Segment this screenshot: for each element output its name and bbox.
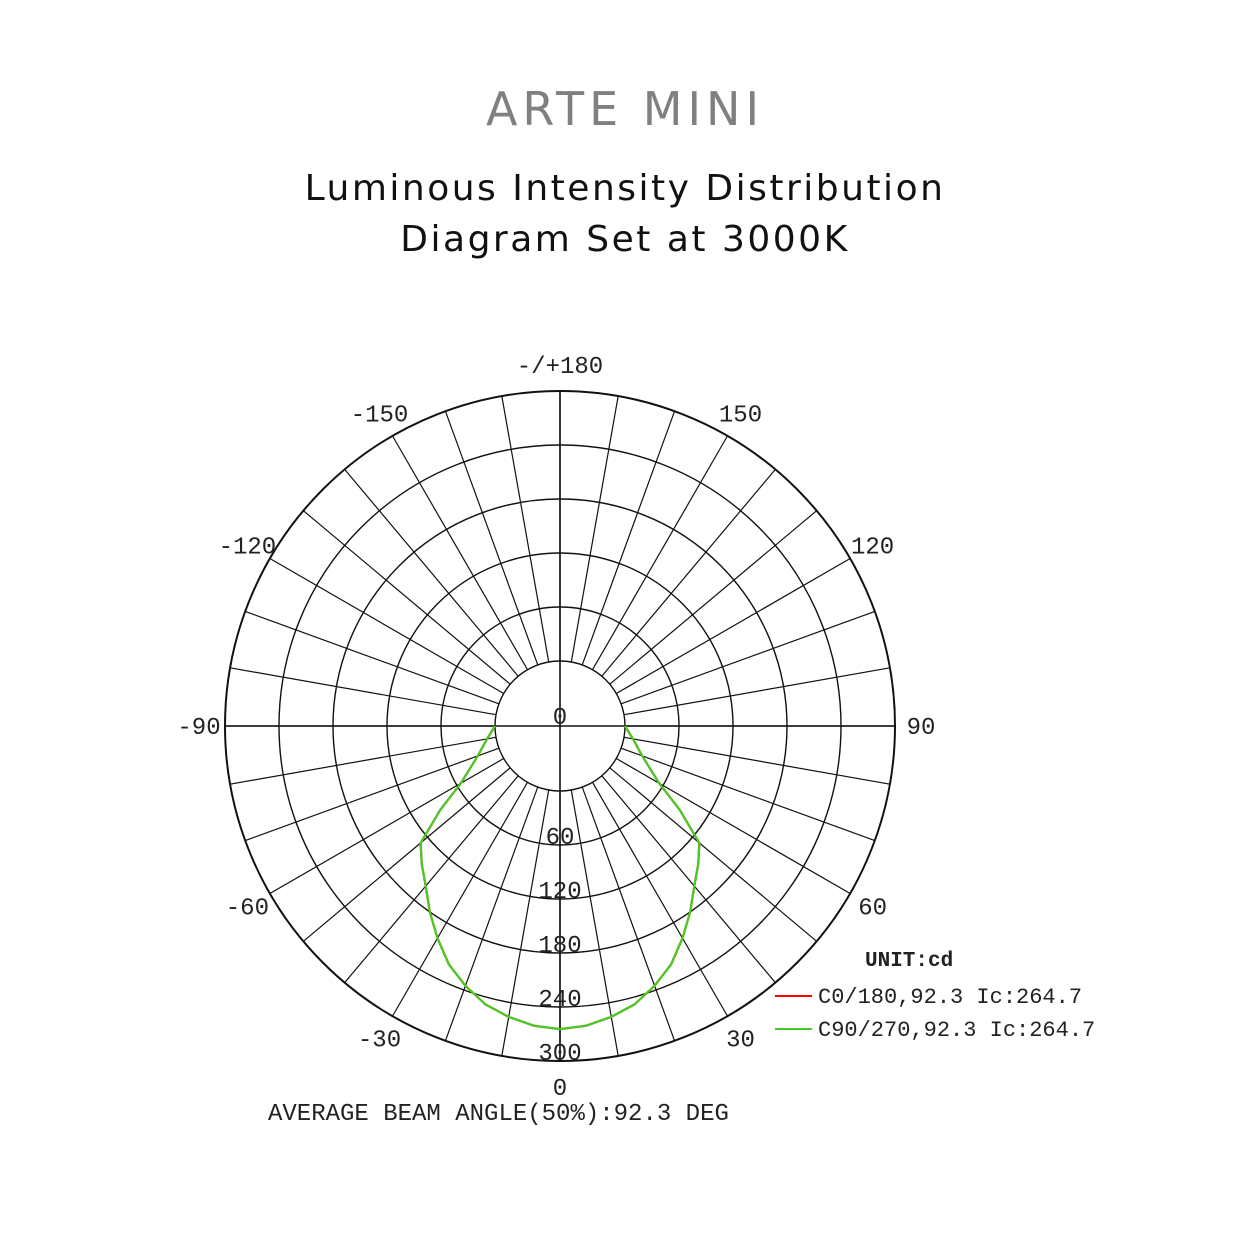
- angle-label-0: 0: [552, 1076, 568, 1103]
- radial-tick-label-300: 300: [538, 1041, 582, 1068]
- grid-spoke-230: [303, 511, 510, 685]
- grid-spoke-200: [445, 411, 537, 665]
- grid-spoke-40: [602, 776, 776, 983]
- angle-label-neg60: -60: [225, 895, 270, 923]
- grid-spoke-260: [230, 668, 496, 715]
- angle-label-neg30: -30: [357, 1027, 402, 1055]
- grid-spoke-70: [621, 748, 875, 840]
- angle-label-neg120: -120: [218, 534, 277, 562]
- unit-label: UNIT:cd: [865, 950, 954, 973]
- radial-tick-label-180: 180: [538, 933, 582, 960]
- angle-label-180: -/+180: [516, 354, 604, 381]
- grid-spoke-290: [245, 748, 499, 840]
- grid-spoke-340: [445, 787, 537, 1041]
- legend-entry-1: C90/270,92.3 Ic:264.7: [818, 1018, 1096, 1043]
- angle-label-neg150: -150: [350, 402, 409, 430]
- brand-title: ARTE MINI: [485, 82, 765, 136]
- radial-tick-label-60: 60: [545, 825, 575, 852]
- radial-tick-label-120: 120: [538, 879, 582, 906]
- radial-tick-label-0: 0: [552, 705, 568, 732]
- grid-spoke-110: [621, 611, 875, 703]
- legend: [775, 950, 1095, 1043]
- grid-spoke-50: [610, 768, 817, 942]
- legend-entry-0: C0/180,92.3 Ic:264.7: [818, 985, 1083, 1010]
- grid-spoke-280: [230, 737, 496, 784]
- grid-spoke-170: [571, 396, 618, 662]
- angle-label-neg90: -90: [177, 715, 221, 742]
- radial-tick-label-240: 240: [538, 987, 582, 1014]
- grid-spoke-100: [624, 668, 890, 715]
- grid-spoke-80: [624, 737, 890, 784]
- angle-label-150: 150: [718, 402, 763, 430]
- angle-label-120: 120: [850, 534, 895, 562]
- grid-spoke-250: [245, 611, 499, 703]
- angle-label-30: 30: [726, 1027, 755, 1055]
- subtitle-line-1: Luminous Intensity Distribution: [304, 168, 946, 209]
- subtitle-line-2: Diagram Set at 3000K: [400, 219, 850, 260]
- grid-spoke-140: [602, 469, 776, 676]
- grid-spoke-20: [582, 787, 674, 1041]
- grid-spoke-160: [582, 411, 674, 665]
- angle-label-60: 60: [858, 895, 888, 923]
- grid-spoke-130: [610, 511, 817, 685]
- grid-spoke-310: [303, 768, 510, 942]
- grid-spoke-320: [345, 776, 519, 983]
- angle-label-90: 90: [906, 715, 936, 742]
- beam-angle-footer: AVERAGE BEAM ANGLE(50%):92.3 DEG: [268, 1101, 729, 1128]
- grid-spoke-220: [345, 469, 519, 676]
- grid-spoke-190: [502, 396, 549, 662]
